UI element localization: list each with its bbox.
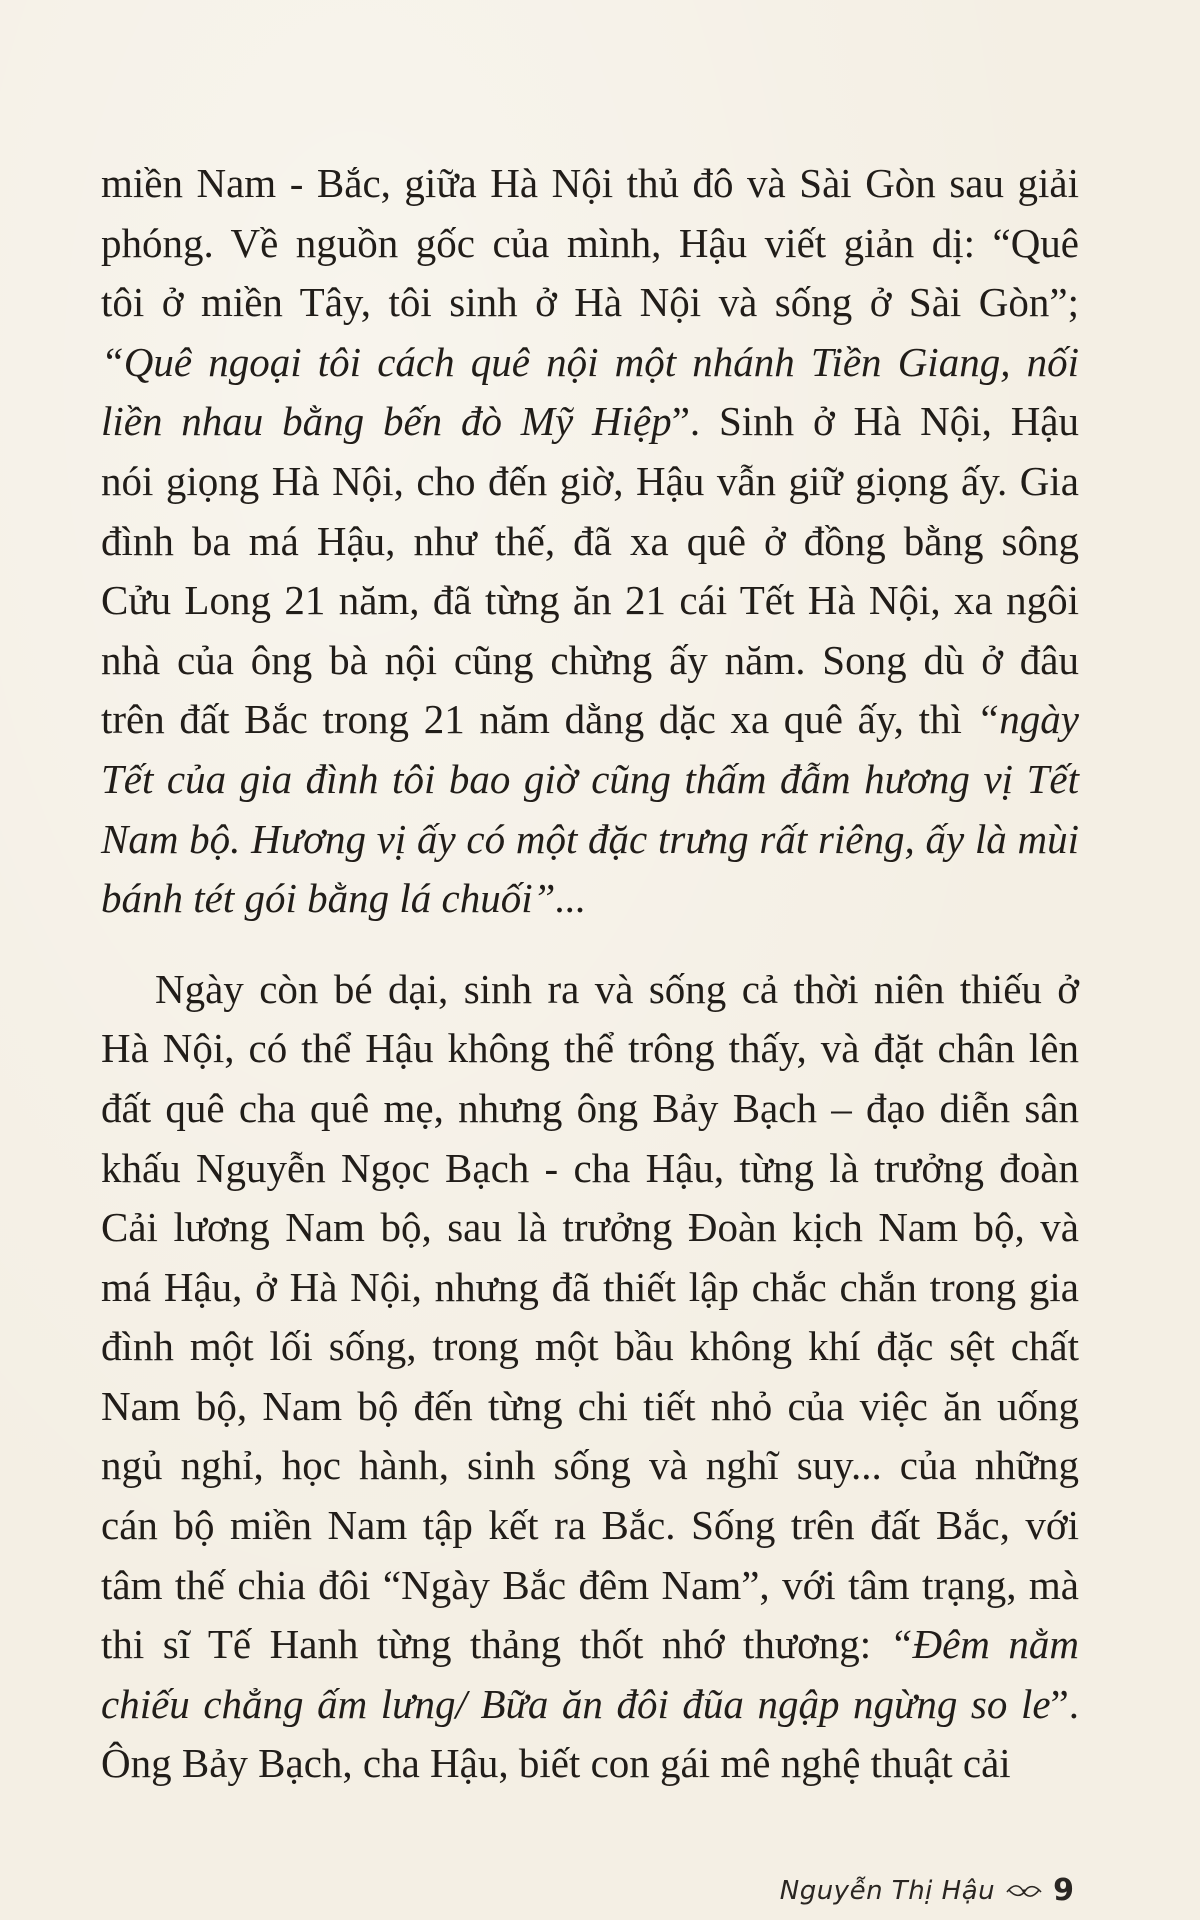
text-line bbox=[101, 690, 1079, 750]
text-line bbox=[101, 1734, 1079, 1794]
text-segment: cán bộ miền Nam tập kết ra Bắc. Sống trên đất Bắc, với bbox=[101, 1502, 1079, 1549]
text-line bbox=[101, 392, 1079, 452]
paragraph-gap bbox=[101, 929, 1079, 960]
text-line bbox=[101, 1258, 1079, 1318]
text-line bbox=[101, 333, 1079, 393]
text-line bbox=[101, 960, 1079, 1020]
text-segment: đất quê cha quê mẹ, nhưng ông Bảy Bạch – đạo diễn sân bbox=[101, 1084, 1079, 1131]
text-line bbox=[101, 273, 1079, 333]
text-line bbox=[101, 1615, 1079, 1675]
body-text bbox=[101, 154, 1079, 1794]
page-footer bbox=[780, 1873, 1074, 1908]
text-segment: trên đất Bắc trong 21 năm dằng dặc xa quê ấy, thì bbox=[101, 696, 977, 743]
text-line bbox=[101, 1436, 1079, 1496]
text-segment: Hà Nội, có thể Hậu không thể trông thấy, và đặt chân lên bbox=[101, 1025, 1079, 1072]
text-segment: Cửu Long 21 năm, đã từng ăn 21 cái Tết Hà Nội, xa ngôi bbox=[101, 577, 1079, 624]
italic-quote-segment: liền nhau bằng bến đò Mỹ Hiệp bbox=[101, 398, 672, 445]
text-line bbox=[101, 154, 1079, 214]
text-segment: ”. bbox=[1050, 1680, 1079, 1727]
text-line bbox=[101, 1019, 1079, 1079]
text-line bbox=[101, 1496, 1079, 1556]
text-line bbox=[101, 869, 1079, 929]
text-segment: Ông Bảy Bạch, cha Hậu, biết con gái mê nghệ thuật cải bbox=[101, 1740, 1011, 1787]
text-line bbox=[101, 810, 1079, 870]
italic-quote-segment: “Đêm nằm bbox=[889, 1621, 1080, 1668]
text-line bbox=[101, 1198, 1079, 1258]
text-segment: thi sĩ Tế Hanh từng thảng thốt nhớ thương: bbox=[101, 1621, 890, 1668]
text-line bbox=[101, 214, 1079, 274]
text-segment: đình ba má Hậu, như thế, đã xa quê ở đồng bằng sông bbox=[101, 517, 1079, 564]
italic-quote-segment: Nam bộ. Hương vị ấy có một đặc trưng rất riêng, ấy là mùi bbox=[101, 815, 1079, 862]
text-line bbox=[101, 1675, 1079, 1735]
text-line bbox=[101, 750, 1079, 810]
italic-quote-segment: Tết của gia đình tôi bao giờ cũng thấm đẫm hương vị Tết bbox=[101, 755, 1079, 802]
text-segment: ngủ nghỉ, học hành, sinh sống và nghĩ suy... của những bbox=[101, 1442, 1079, 1489]
text-line bbox=[101, 1139, 1079, 1199]
italic-quote-segment: “Quê ngoại tôi cách quê nội một nhánh Tiền Giang, nối bbox=[101, 338, 1079, 385]
flourish-ornament-icon bbox=[1005, 1882, 1043, 1900]
text-line bbox=[101, 1317, 1079, 1377]
italic-quote-segment: bánh tét gói bằng lá chuối”... bbox=[101, 875, 587, 922]
text-segment: miền Nam - Bắc, giữa Hà Nội thủ đô và Sài Gòn sau giải bbox=[101, 160, 1079, 206]
text-segment: Nam bộ, Nam bộ đến từng chi tiết nhỏ của việc ăn uống bbox=[101, 1382, 1079, 1429]
text-segment: ”. Sinh ở Hà Nội, Hậu bbox=[671, 398, 1079, 445]
text-segment: Cải lương Nam bộ, sau là trưởng Đoàn kịch Nam bộ, và bbox=[101, 1204, 1079, 1251]
text-line bbox=[101, 631, 1079, 691]
italic-quote-segment: chiếu chẳng ấm lưng/ Bữa ăn đôi đũa ngập ngừng so le bbox=[101, 1680, 1051, 1727]
text-segment: Ngày còn bé dại, sinh ra và sống cả thời niên thiếu ở bbox=[155, 965, 1079, 1012]
text-segment: đình một lối sống, trong một bầu không khí đặc sệt chất bbox=[101, 1323, 1079, 1370]
text-segment: tôi ở miền Tây, tôi sinh ở Hà Nội và sống ở Sài Gòn”; bbox=[101, 279, 1079, 326]
text-line bbox=[101, 512, 1079, 572]
text-line bbox=[101, 1079, 1079, 1139]
text-segment: phóng. Về nguồn gốc của mình, Hậu viết giản dị: “Quê bbox=[101, 219, 1079, 266]
text-segment: tâm thế chia đôi “Ngày Bắc đêm Nam”, với tâm trạng, mà bbox=[101, 1561, 1079, 1608]
italic-quote-segment: “ngày bbox=[976, 696, 1079, 743]
text-line bbox=[101, 452, 1079, 512]
text-line bbox=[101, 571, 1079, 631]
running-footer-author: Nguyễn Thị Hậu bbox=[779, 1875, 996, 1906]
text-segment: má Hậu, ở Hà Nội, nhưng đã thiết lập chắc chắn trong gia bbox=[101, 1263, 1079, 1310]
text-line bbox=[101, 1556, 1079, 1616]
text-line bbox=[101, 1377, 1079, 1437]
page-number: 9 bbox=[1053, 1873, 1074, 1908]
text-segment: nhà của ông bà nội cũng chừng ấy năm. Song dù ở đâu bbox=[101, 636, 1079, 683]
text-segment: nói giọng Hà Nội, cho đến giờ, Hậu vẫn giữ giọng ấy. Gia bbox=[101, 457, 1079, 504]
text-segment: khấu Nguyễn Ngọc Bạch - cha Hậu, từng là trưởng đoàn bbox=[101, 1144, 1079, 1191]
